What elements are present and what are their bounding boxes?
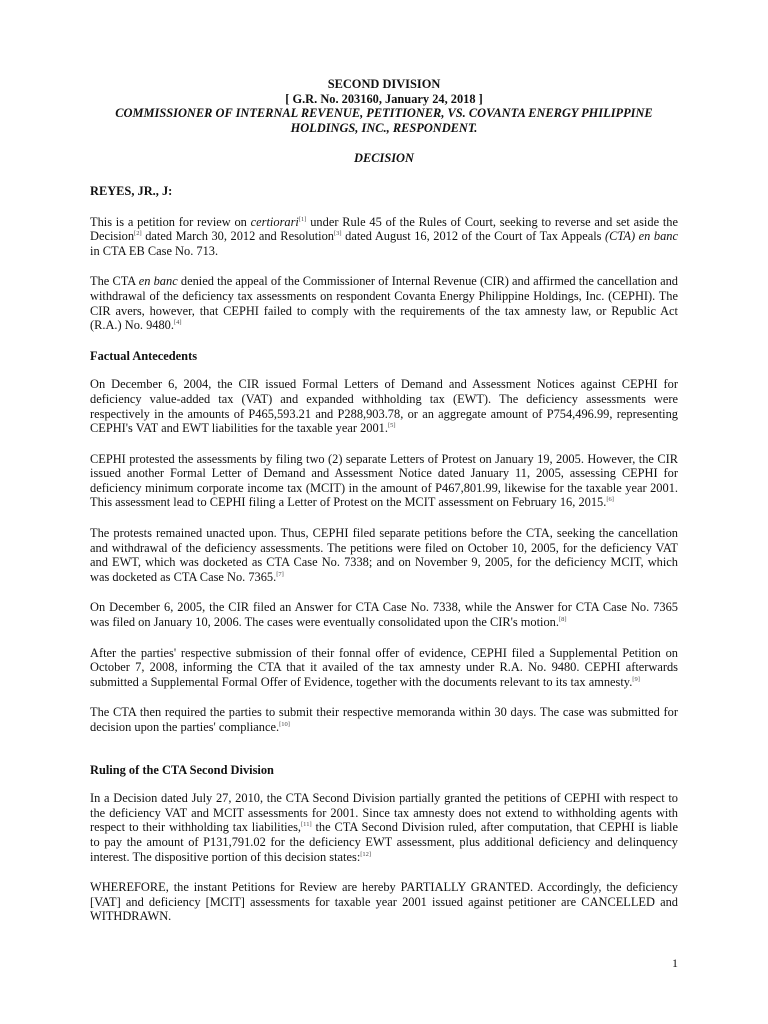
footnote-ref[interactable]: [11] (301, 821, 312, 829)
ponente: REYES, JR., J: (90, 183, 173, 198)
text: After the parties' respective submission of their fonnal offer of evidence, CEPHI filed a Supplemental Petition on October 7, 2008, informing the CTA that it availed of the tax amnesty under R.A. No. 9480. CEPHI afterwards submitted a Supplemental Formal Offer of Evidence, together with the documents relevant to its tax amnesty. (90, 645, 678, 689)
decision-label: DECISION (354, 151, 414, 166)
text: the CTA Second Division ruled, after computation, that CEPHI is liable to pay the amount of P131,791.02 for the deficiency EWT assessment, plus additional deficiency and delinquency interest. The dispositive portion of this decision states: (90, 820, 679, 864)
footnote-ref[interactable]: [2] (134, 230, 142, 238)
footnote-ref[interactable]: [8] (558, 615, 567, 623)
text-italic: en banc (138, 274, 178, 289)
paragraph-7 (90, 646, 678, 690)
text: The protests remained unacted upon. Thus, CEPHI filed separate petitions before the CTA, seeking the cancellation and withdrawal of the deficiency assessments. The petitions were filed on October 10, 2005, for the deficiency VAT and EWT, which was docketed as CTA Case No. 7338; and on November 9, 2005, for the deficiency MCIT, which was docketed as CTA Case No. 7365. (90, 526, 678, 584)
text: dated March 30, 2012 and Resolution (141, 229, 334, 244)
text: in CTA EB Case No. 713. (90, 243, 219, 258)
footnote-ref[interactable]: [3] (334, 230, 342, 238)
paragraph-4 (90, 452, 678, 510)
case-title: COMMISSIONER OF INTERNAL REVENUE, PETITIONER, VS. COVANTA ENERGY PHILIPPINE HOLDINGS, INC., RESPONDENT. (115, 106, 653, 135)
text: WHEREFORE, the instant Petitions for Review are hereby PARTIALLY GRANTED. Accordingly, the deficiency [VAT] and deficiency [MCIT] assessments for taxable year 2001 issued against petitioner are CANCELLED and WITHDRAWN. (90, 880, 678, 924)
paragraph-1 (90, 215, 678, 259)
paragraph-2 (90, 274, 678, 332)
text: This is a petition for review on (90, 214, 251, 229)
footnote-ref[interactable]: [4] (173, 319, 182, 326)
text: The CTA then required the parties to submit their respective memoranda within 30 days. The case was submitted for decision upon the parties' compliance. (90, 705, 678, 734)
footnote-ref[interactable]: [12] (360, 850, 372, 858)
footnote-ref[interactable]: [5] (387, 421, 396, 429)
text-italic: certiorari (250, 214, 299, 229)
section-heading-ruling: Ruling of the CTA Second Division (90, 762, 274, 777)
division-heading: SECOND DIVISION (327, 77, 441, 91)
footnote-ref[interactable]: [6] (606, 496, 614, 504)
text-italic: (CTA) en banc (605, 229, 678, 244)
footnote-ref[interactable]: [10] (279, 720, 290, 728)
section-heading-factual-antecedents: Factual Antecedents (90, 348, 198, 363)
paragraph-3 (90, 377, 678, 435)
text: under Rule 45 of the Rules of Court, seeking to reverse and set aside the Decision (90, 214, 678, 244)
gr-number: [ G.R. No. 203160, January 24, 2018 ] (285, 91, 483, 106)
paragraph-6 (90, 600, 678, 629)
footnote-ref[interactable]: [9] (632, 675, 640, 683)
paragraph-5 (90, 526, 678, 584)
text: On December 6, 2004, the CIR issued Formal Letters of Demand and Assessment Notices against CEPHI for deficiency value-added tax (VAT) and expanded withholding tax (EWT). The deficiency assessments were respectively in the amounts of P465,593.21 and P288,903.78, or an aggregate amount of P754,496.99, representing CEPHI's VAT and EWT liabilities for the taxable year 2001. (90, 377, 678, 436)
paragraph-9 (90, 791, 678, 864)
paragraph-10 (90, 880, 678, 924)
text: On December 6, 2005, the CIR filed an Answer for CTA Case No. 7338, while the Answer for CTA Case No. 7365 was filed on January 10, 2006. The cases were eventually consolidated upon the CIR's motion. (90, 600, 678, 630)
text: dated August 16, 2012 of the Court of Tax Appeals (341, 229, 606, 244)
footnote-ref[interactable]: [1] (298, 215, 307, 223)
document-page (90, 77, 678, 940)
text: The CTA (90, 274, 139, 289)
text: denied the appeal of the Commissioner of Internal Revenue (CIR) and affirmed the cancellation and withdrawal of the deficiency tax assessments on respondent Covanta Energy Philippine Holdings, Inc. (CEPHI). The CIR avers, however, that CEPHI failed to comply with the requirements of the tax amnesty law, or Republic Act (R.A.) No. 9480. (90, 274, 678, 333)
footnote-ref[interactable]: [7] (276, 570, 284, 578)
text: CEPHI protested the assessments by filing two (2) separate Letters of Protest on January 19, 2005. However, the CIR issued another Formal Letter of Demand and Assessment Notice dated January 11, 2005, assessing CEPHI for deficiency minimum corporate income tax (MCIT) in the amount of P467,801.99, likewise for the taxable year 2001. This assessment lead to CEPHI filing a Letter of Protest on the MCIT assessment on February 16, 2015. (90, 451, 678, 510)
paragraph-8 (90, 705, 678, 734)
page-number: 1 (672, 956, 678, 970)
text: In a Decision dated July 27, 2010, the CTA Second Division partially granted the petitions of CEPHI with respect to the deficiency VAT and MCIT assessments for 2001. Since tax amnesty does not extend to withholding agents with respect to their withholding tax liabilities, (90, 791, 678, 835)
